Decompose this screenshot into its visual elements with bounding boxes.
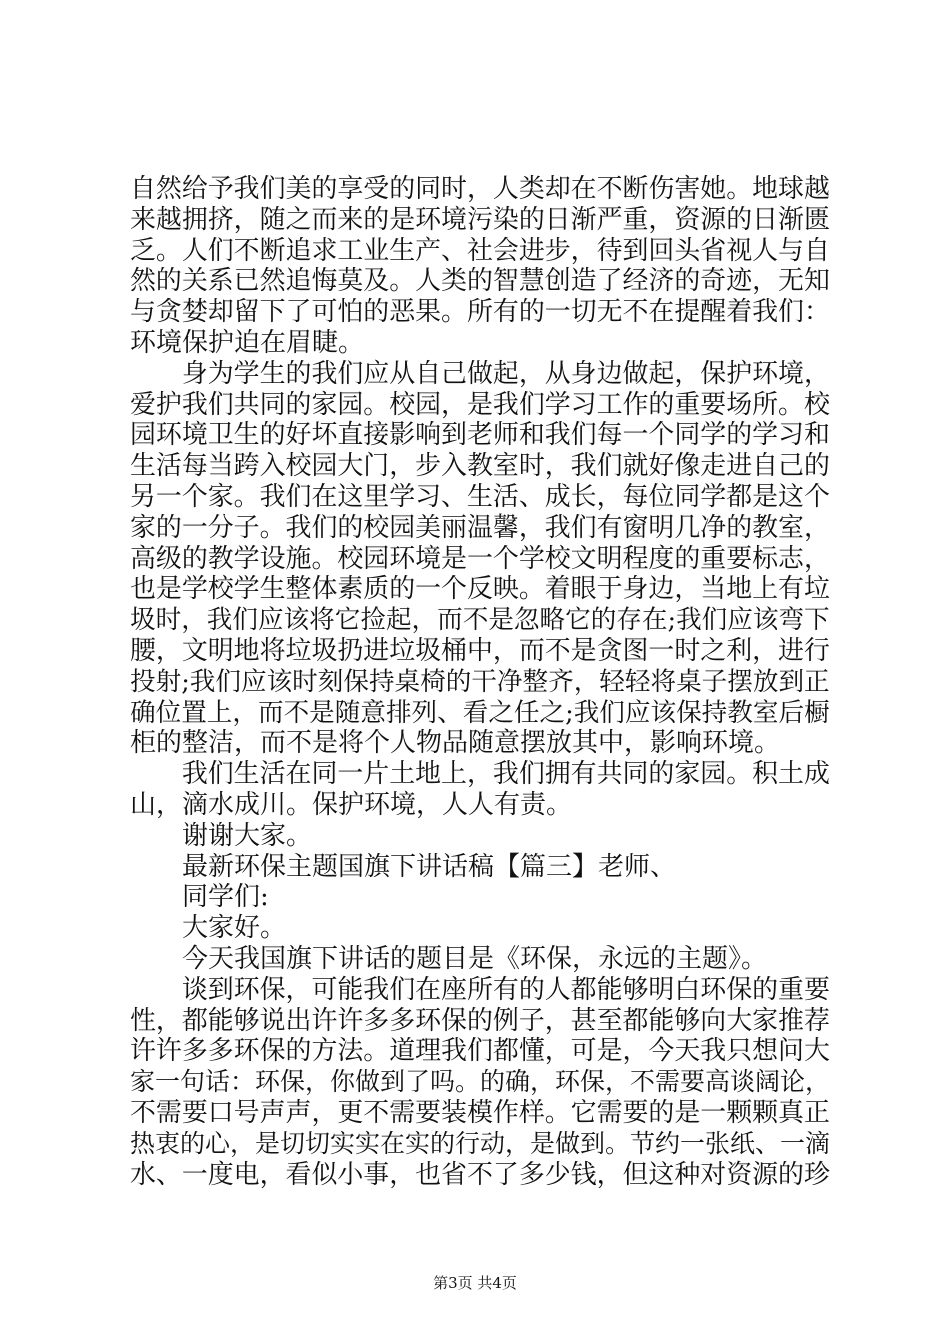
text-line: 腰，文明地将垃圾扔进垃圾桶中，而不是贪图一时之利，进行 xyxy=(130,635,830,666)
text-line: 家的一分子。我们的校园美丽温馨，我们有窗明几净的教室， xyxy=(130,512,830,543)
text-line: 高级的教学设施。校园环境是一个学校文明程度的重要标志， xyxy=(130,543,830,574)
text-line: 最新环保主题国旗下讲话稿【篇三】老师、 xyxy=(130,851,677,882)
text-line: 山，滴水成川。保护环境，人人有责。 xyxy=(130,789,573,820)
text-line: 谢谢大家。 xyxy=(130,820,313,851)
text-line: 另一个家。我们在这里学习、生活、成长，每位同学都是这个 xyxy=(130,481,830,512)
text-line: 柜的整洁，而不是将个人物品随意摆放其中，影响环境。 xyxy=(130,728,781,759)
text-line: 生活每当跨入校园大门，步入教室时，我们就好像走进自己的 xyxy=(130,451,830,482)
text-line: 同学们: xyxy=(130,882,269,913)
text-line: 家一句话：环保，你做到了吗。的确，环保，不需要高谈阔论， xyxy=(130,1067,831,1097)
text-line: 自然给予我们美的享受的同时，人类却在不断伤害她。地球越 xyxy=(130,174,830,204)
text-line: 与贪婪却留下了可怕的恶果。所有的一切无不在提醒着我们： xyxy=(130,297,830,328)
text-line: 圾时，我们应该将它捡起，而不是忽略它的存在;我们应该弯下 xyxy=(130,605,830,636)
text-line: 身为学生的我们应从自己做起，从身边做起，保护环境， xyxy=(130,358,830,389)
text-line: 确位置上，而不是随意排列、看之任之;我们应该保持教室后橱 xyxy=(130,697,830,728)
text-line: 爱护我们共同的家园。校园，是我们学习工作的重要场所。校 xyxy=(130,389,830,420)
text-line: 性，都能够说出许许多多环保的例子，甚至都能够向大家推荐 xyxy=(130,1005,830,1036)
page-number: 第3页 共4页 xyxy=(433,1274,517,1292)
text-line: 水、一度电，看似小事，也省不了多少钱，但这种对资源的珍 xyxy=(130,1159,830,1190)
text-line: 园环境卫生的好坏直接影响到老师和我们每一个同学的学习和 xyxy=(130,420,830,451)
text-line: 大家好。 xyxy=(130,913,287,944)
text-line: 不需要口号声声，更不需要装模作样。它需要的是一颗颗真正 xyxy=(130,1097,830,1128)
text-line: 今天我国旗下讲话的题目是《环保，永远的主题》。 xyxy=(130,943,768,974)
text-line: 然的关系已然追悔莫及。人类的智慧创造了经济的奇迹，无知 xyxy=(130,266,830,297)
text-line: 谈到环保，可能我们在座所有的人都能够明白环保的重要 xyxy=(130,974,830,1005)
text-line: 乏。人们不断追求工业生产、社会进步，待到回头省视人与自 xyxy=(130,235,830,266)
body-text xyxy=(130,174,830,1190)
text-line: 也是学校学生整体素质的一个反映。着眼于身边，当地上有垃 xyxy=(130,574,830,605)
text-line: 环境保护迫在眉睫。 xyxy=(130,327,365,358)
page-footer xyxy=(0,1273,950,1293)
text-line: 来越拥挤，随之而来的是环境污染的日渐严重，资源的日渐匮 xyxy=(130,204,830,235)
text-line: 热衷的心，是切切实实在实的行动，是做到。节约一张纸、一滴 xyxy=(130,1128,831,1158)
text-line: 我们生活在同一片土地上，我们拥有共同的家园。积土成 xyxy=(130,759,830,790)
text-line: 许许多多环保的方法。道理我们都懂，可是，今天我只想问大 xyxy=(130,1036,830,1067)
text-line: 投射;我们应该时刻保持桌椅的干净整齐，轻轻将桌子摆放到正 xyxy=(130,666,830,697)
